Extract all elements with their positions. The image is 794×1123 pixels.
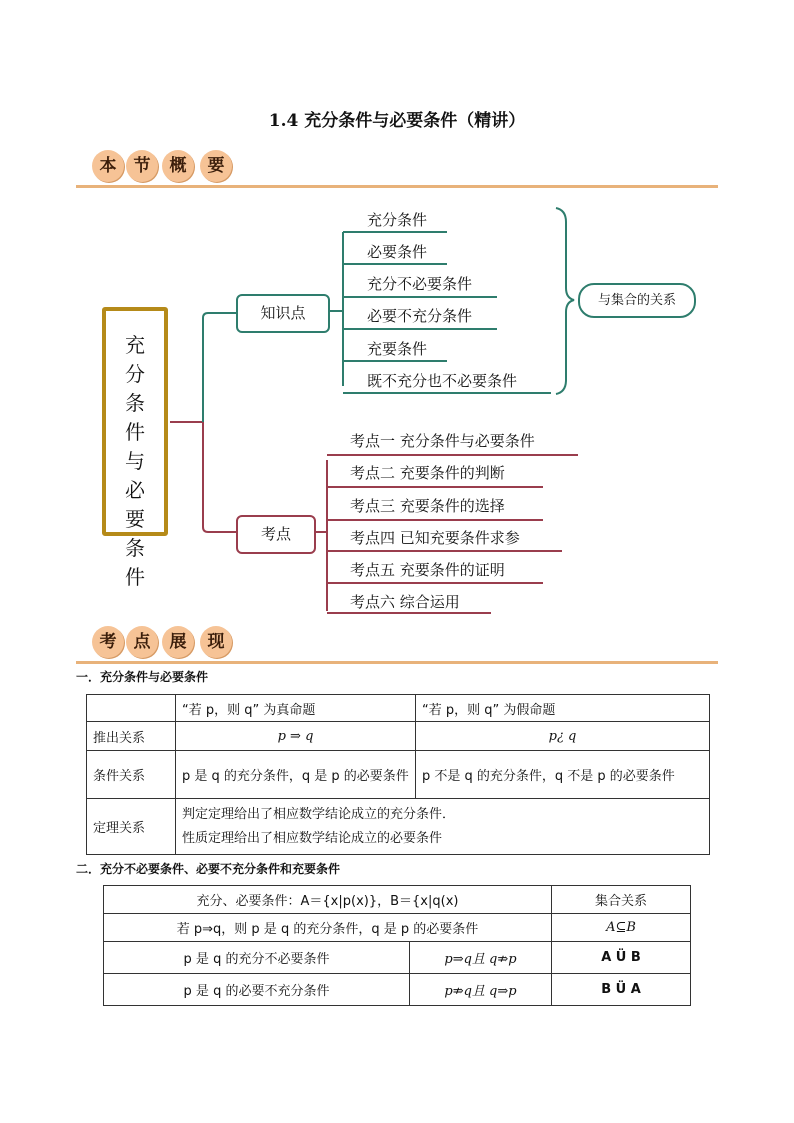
mindmap-node-exam: 考点 bbox=[236, 515, 316, 554]
table-cell: B Ü A bbox=[552, 974, 691, 1006]
row-label: 推出关系 bbox=[87, 722, 176, 751]
row-label: 定理关系 bbox=[87, 799, 176, 855]
knowledge-item: 必要条件 bbox=[367, 243, 428, 261]
exam-item: 考点五 充要条件的证明 bbox=[350, 561, 505, 579]
table-cell: p 是 q 的充分条件，q 是 p 的必要条件 bbox=[176, 751, 416, 799]
knowledge-item: 充分不必要条件 bbox=[367, 275, 473, 293]
row-label: 条件关系 bbox=[87, 751, 176, 799]
table-header: 充分、必要条件：A＝{x|p(x)}，B＝{x|q(x) bbox=[104, 886, 552, 914]
mindmap-root-label: 充分条件与必要条件 bbox=[125, 333, 145, 589]
table-cell: A Ü B bbox=[552, 942, 691, 974]
table-header: “若 p，则 q” 为假命题 bbox=[416, 695, 710, 722]
table-cell: 若 p⇒q，则 p 是 q 的充分条件，q 是 p 的必要条件 bbox=[104, 914, 552, 942]
section-heading: 二．充分不必要条件、必要不充分条件和充要条件 bbox=[76, 862, 341, 876]
set-relation-table bbox=[103, 885, 691, 1006]
condition-table bbox=[86, 694, 710, 855]
banner-char: 节 bbox=[126, 150, 158, 182]
exam-item: 考点四 已知充要条件求参 bbox=[350, 529, 520, 547]
knowledge-item: 必要不充分条件 bbox=[367, 307, 473, 325]
table-cell: p 不是 q 的充分条件，q 不是 p 的必要条件 bbox=[416, 751, 710, 799]
theorem-line: 性质定理给出了相应数学结论成立的必要条件 bbox=[182, 830, 443, 846]
exam-item: 考点一 充分条件与必要条件 bbox=[350, 432, 535, 450]
mindmap-node-knowledge: 知识点 bbox=[236, 294, 330, 333]
section-heading: 一．充分条件与必要条件 bbox=[76, 670, 209, 684]
knowledge-item: 既不充分也不必要条件 bbox=[367, 372, 518, 390]
table-header: 集合关系 bbox=[552, 886, 691, 914]
table-cell: p⇒q且 q⇏p bbox=[410, 942, 552, 974]
table-cell: A⊆B bbox=[552, 914, 691, 942]
banner-char: 现 bbox=[200, 626, 232, 658]
knowledge-item: 充分条件 bbox=[367, 211, 428, 229]
banner-char: 要 bbox=[200, 150, 232, 182]
banner-char: 本 bbox=[92, 150, 124, 182]
banner-char: 概 bbox=[162, 150, 194, 182]
page-title: 1.4 充分条件与必要条件（精讲） bbox=[268, 111, 526, 131]
exam-item: 考点二 充要条件的判断 bbox=[350, 464, 505, 482]
banner-char: 展 bbox=[162, 626, 194, 658]
knowledge-item: 充要条件 bbox=[367, 340, 428, 358]
banner-char: 点 bbox=[126, 626, 158, 658]
table-cell: p¿ q bbox=[416, 722, 710, 751]
mindmap-node-set-relation: 与集合的关系 bbox=[578, 283, 696, 318]
table-cell: p 是 q 的充分不必要条件 bbox=[104, 942, 410, 974]
table-cell: p⇏q且 q⇒p bbox=[410, 974, 552, 1006]
table-cell bbox=[176, 799, 710, 855]
exam-item: 考点三 充要条件的选择 bbox=[350, 497, 505, 515]
table-cell: p 是 q 的必要不充分条件 bbox=[104, 974, 410, 1006]
mindmap-root bbox=[102, 307, 168, 589]
section-banner-exam bbox=[76, 624, 718, 664]
exam-item: 考点六 综合运用 bbox=[350, 593, 460, 611]
theorem-line: 判定定理给出了相应数学结论成立的充分条件． bbox=[182, 806, 456, 822]
table-cell: p ⇒ q bbox=[176, 722, 416, 751]
table-header: “若 p，则 q” 为真命题 bbox=[176, 695, 416, 722]
banner-char: 考 bbox=[92, 626, 124, 658]
